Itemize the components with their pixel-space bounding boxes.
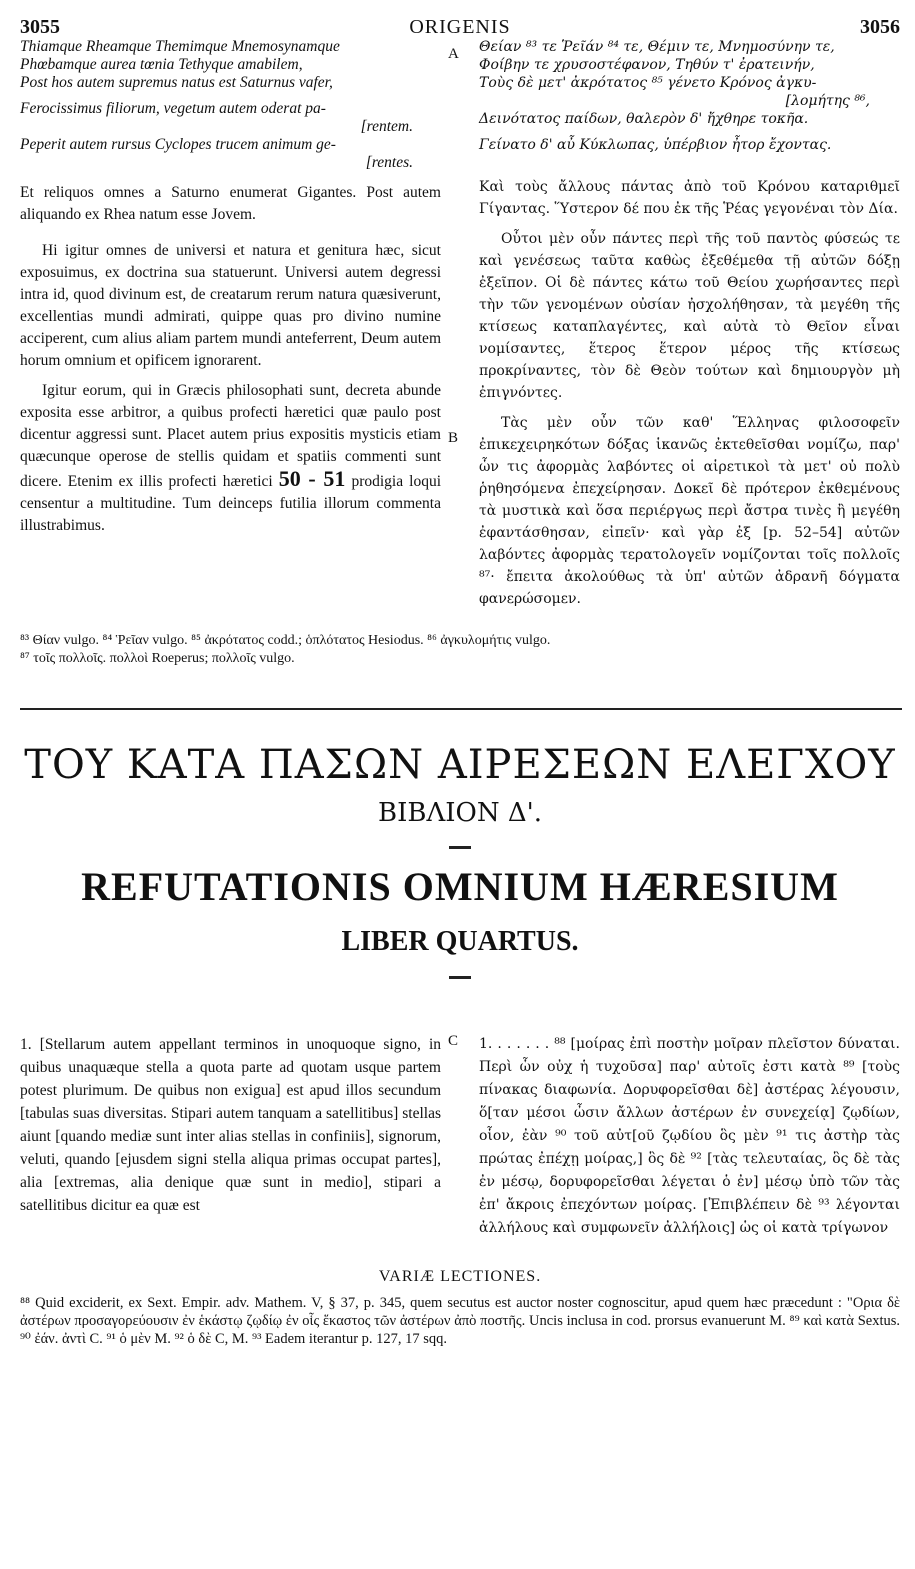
title-dash (449, 976, 471, 979)
variae-lectiones-text: ⁸⁸ Quid exciderit, ex Sext. Empir. adv. Mathem. V, § 37, p. 345, quem secutus est auctor noster cognoscitur, apud quem hæc præcedunt : "Ορια δὲ ἀστέρων προσαγορεύουσιν ἐν ἑκάστῳ ζῳδίῳ ἐν οἷς ἕκαστος τῶν ἀστέρων ἀπὸ ποστῆς. Uncis inclusa in cod. prorsus evanuerunt M. ⁸⁹ καὶ κατὰ Sextus. ⁹⁰ ἐάν. ἀντὶ C. ⁹¹ ὁ μὲν M. ⁹² ὁ δὲ C, M. ⁹³ Eadem iterantur p. 127, 17 sqq. (20, 1295, 900, 1347)
verse-line: Φοίβην τε χρυσοστέφανον, Τηθύν τ' ἐρατεινήν, (479, 57, 815, 73)
latin-paragraph: 1. [Stellarum autem appellant terminos in unoquoque signo, in quibus unaquæque stella a quota parte ad quotam usque partem potest plurimum. De quibus non exigua] est apud illos secundum [tabulas suas diversitas. Stipari autem tanquam a satellitibus] stellas aiunt [quando mediæ sunt inter alias stellas in confiniis], signorum, veluti, quando [ejusdem signi stella aliqua primas occupat partes], alia [extremas, alia denique quæ sunt in medio], stipari a satellitibus dicitur ea quæ est (20, 1036, 441, 1214)
page (20, 12, 900, 1348)
margin-letter-a: A (448, 46, 459, 62)
greek-column (471, 1033, 900, 1248)
verse-line: Phœbamque aurea tœnia Tethyque amabilem, (20, 56, 303, 73)
margin-letter-c: C (448, 1033, 459, 1049)
margin-letter-b: B (448, 430, 459, 446)
latin-column (20, 1033, 451, 1248)
page-number-right: 3056 (860, 16, 900, 38)
greek-paragraph: Οὗτοι μὲν οὖν πάντες περὶ τῆς τοῦ παντὸς φύσεώς τε καὶ γενέσεως ταῦτα καθὼς ἐξεθέμεθα τῇ αὐτῶν δόξῃ ἐξεῖπον. Οἱ δὲ πάντες κάτω τοῦ Θείου χωρήσαντες περὶ τὴν τῶν γενομένων οὐσίαν ἠσχολήθησαν, τὰ μεγέθη τῆς κτίσεως καταπλαγέντες, καὶ αὐτὰ τὸ Θεῖον εἶναι νομίσαντες, ἕτερος ἕτερον μέρος τῆς κτίσεως προκρίναντες, τὸν δὲ Θεὸν τούτων καὶ δημιουργὸν μὴ ἐπιγνόντες. (479, 231, 900, 401)
running-head (20, 12, 900, 38)
verse-line: Post hos autem supremus natus est Saturnus vafer, (20, 74, 333, 91)
verse-gap (479, 128, 900, 136)
verse-continuation: [rentem. (360, 118, 413, 135)
page-number-left: 3055 (20, 16, 60, 38)
verse-line: Peperit autem rursus Cyclopes trucem animum ge- (20, 136, 336, 153)
latin-column (20, 38, 451, 618)
verse-line: Ferocissimus filiorum, vegetum autem oderat pa- (20, 100, 326, 117)
verse-line: Thiamque Rheamque Themimque Mnemosynamque (20, 38, 340, 55)
latin-paragraph: Et reliquos omnes a Saturno enumerat Gigantes. Post autem aliquando ex Rhea natum esse Jovem. (20, 184, 441, 223)
verse-continuation: [λομήτης ⁸⁶, (785, 93, 870, 109)
greek-verse (479, 38, 900, 154)
running-title: ORIGENIS (409, 16, 511, 38)
latin-text: Igitur eorum, qui in Græcis philosophati sunt, decreta abunde exposita esse arbitror, a quibus profecti hæretici quæ paulo post dicentur aggressi sunt. Placet autem prius expositis mysticis etiam quæcunque operose de stellis quidam et spatiis commenti sunt dicere. Etenim ex illis profecti hæretici (20, 382, 441, 490)
variae-lectiones-heading: VARIÆ LECTIONES. (378, 1268, 542, 1285)
latin-text: prodigia loqui censentur a multitudine. Tum deinceps futilia illorum commenta illustrabimus. (20, 473, 442, 534)
latin-paragraph (20, 380, 441, 537)
greek-paragraph: Τὰς μὲν οὖν τῶν καθ' Ἕλληνας φιλοσοφεῖν ἐπικεχειρηκότων δόξας ἱκανῶς ἐκτεθεῖσθαι νομίζω, παρ' ὧν τις ἀφορμὰς λαβόντες οἱ αἱρετικοὶ τὰ μετ' οὐ πολὺ ῥηθησόμενα ἐπεχείρησαν. Δοκεῖ δὲ πρότερον ἐκθεμένους τὰ μυστικὰ καὶ ὅσα περιέργως περὶ ἄστρα τινὲς ἢ μεγέθη ἐφαντάσθησαν, εἰπεῖν· καὶ γὰρ ἐξ [p. 52–54] αὐτῶν λαβόντες ἀφορμὰς τερατολογεῖν νομίζονται τοῖς πολλοῖς ⁸⁷· ἔπειτα ἀκολούθως τὰ ὑπ' αὐτῶν ἀδρανῆ δόγματα φανερώσομεν. (479, 415, 900, 607)
verse-line: Γείνατο δ' αὖ Κύκλωπας, ὑπέρβιον ἦτορ ἔχοντας. (479, 137, 832, 153)
greek-book-title: ΤΟΥ ΚΑΤΑ ΠΑΣΩΝ ΑΙΡΕΣΕΩΝ ΕΛΕΓΧΟΥ (24, 742, 896, 788)
latin-paragraph: Hi igitur omnes de universi et natura et genitura hæc, sicut exposuimus, ex doctrina sua statuerunt. Universi autem degressi intra id, quod divinum est, de creatarum rerum natura quæsiverunt, excellentias mundi admirati, quippe quas pro divino numine acciperent, cum alius aliam partem mundi anteferrent, Deum autem horum omnium et opificem ignorarent. (20, 242, 441, 369)
verse-continuation: [rentes. (365, 154, 413, 171)
upper-columns (20, 38, 900, 618)
section-number: 50 - 51 (278, 466, 346, 491)
section-divider (20, 708, 902, 710)
greek-book-subtitle: ΒΙΒΛΙΟΝ Δ'. (377, 798, 543, 828)
verse-line: Θείαν ⁸³ τε Ῥεῖάν ⁸⁴ τε, Θέμιν τε, Μνημοσύνην τε, (479, 39, 835, 55)
latin-book-subtitle: LIBER QUARTUS. (341, 926, 579, 957)
latin-verse (20, 38, 441, 172)
footnote-line: ⁸³ Θίαν vulgo. ⁸⁴ Ῥεῖαν vulgo. ⁸⁵ ἀκρότατος codd.; ὁπλότατος Hesiodus. ⁸⁶ ἀγκυλομήτις vulgo. (20, 633, 551, 648)
greek-paragraph: 1. . . . . . . ⁸⁸ [μοίρας ἐπὶ ποστὴν μοῖραν πλεῖστον δύναται. Περὶ ὧν οὐχ ἡ τυχοῦσα] παρ' αὐτοῖς ἐστι κατὰ ⁸⁹ [τοὺς πίνακας διαφωνία. Δορυφορεῖσθαι δὲ] ἀστέρας λέγουσιν, ὅ[ταν μέσοι ὦσιν ἄλλων ἀστέρων ἐν συνεχείᾳ] ζῳδίων, οἷον, ἐὰν ⁹⁰ τοῦ αὐτ[οῦ ζῳδίου ὃς μὲν ⁹¹ τις ἀστὴρ τὰς πρώτας ἐπέχῃ μοίρας,] ὃς δὲ ⁹² [τὰς τελευταίας, ὃς δὲ τὰς ἐν μέσῳ, δορυφορεῖσθαι λέγεται ὁ ἐν] μέσῳ ὑπὸ τῶν τὰς ἐπ' ἄκροις ἐπεχόντων μοίρας. [Ἐπιβλέπειν δὲ ⁹³ λέγονται ἀλλήλους καὶ συμφωνεῖν ἀλλήλοις] ὡς οἱ κατὰ τρίγωνον (479, 1036, 900, 1236)
footnote-line: ⁸⁷ τοῖς πολλοῖς. πολλοὶ Roeperus; πολλοῖς vulgo. (20, 651, 295, 666)
footnotes (20, 632, 900, 668)
latin-book-title: REFUTATIONIS OMNIUM HÆRESIUM (81, 864, 839, 909)
greek-column (471, 38, 900, 618)
verse-gap (20, 92, 441, 100)
verse-line: Τοὺς δὲ μετ' ἀκρότατος ⁸⁵ γένετο Κρόνος ἀγκυ- (479, 75, 817, 91)
verse-line: Δεινότατος παίδων, θαλερὸν δ' ἤχθηρε τοκῆα. (479, 111, 809, 127)
lower-columns (20, 1033, 900, 1248)
greek-paragraph: Καὶ τοὺς ἄλλους πάντας ἀπὸ τοῦ Κρόνου καταριθμεῖ Γίγαντας. Ὕστερον δέ που ἐκ τῆς Ῥέας γεγονέναι τὸν Δία. (479, 179, 900, 217)
title-dash (449, 846, 471, 849)
